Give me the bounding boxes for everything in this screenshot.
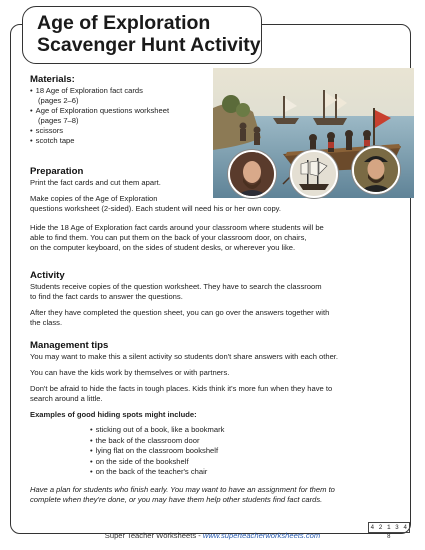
preparation-text: Print the fact cards and cut them apart. — [30, 178, 161, 187]
activity-text: the class. — [30, 318, 63, 327]
activity-section — [30, 270, 400, 328]
footer-brand: Super Teacher Worksheets - — [104, 531, 203, 540]
material-item-pages: (pages 2–6) — [38, 96, 79, 105]
activity-text: to find the fact cards to answer the questions. — [30, 292, 183, 301]
activity-text: After they have completed the question sheet, you can go over the answers together with — [30, 308, 330, 317]
examples-heading: Examples of good hiding spots might include: — [30, 410, 197, 419]
page-title-line-1: Age of Exploration — [37, 12, 211, 34]
materials-heading: Materials: — [30, 74, 75, 85]
management-text: You may want to make this a silent activity so students don't share answers with each other. — [30, 352, 339, 361]
list-item: • sticking out of a book, like a bookmark — [90, 425, 402, 436]
list-item: • lying flat on the classroom bookshelf — [90, 446, 402, 457]
material-item: • scissors — [30, 126, 169, 136]
material-item: • 18 Age of Exploration fact cards — [30, 86, 169, 96]
activity-text: Students receive copies of the question worksheet. They have to search the classroom — [30, 282, 322, 291]
page-title-line-2: Scavenger Hunt Activity — [37, 34, 261, 56]
management-text: You can have the kids work by themselves or with partners. — [30, 368, 230, 377]
management-section — [30, 340, 402, 505]
management-heading: Management tips — [30, 340, 109, 351]
list-item: • on the side of the bookshelf — [90, 457, 402, 468]
preparation-text: able to find them. You can put them on the back of your classroom door, on chairs, — [30, 233, 307, 242]
preparation-text: Hide the 18 Age of Exploration fact cards around your classroom where students will be — [30, 223, 324, 232]
preparation-text: on the computer keyboard, on the sides of student desks, or wherever you like. — [30, 243, 296, 252]
material-item: • scotch tape — [30, 136, 169, 146]
preparation-section — [30, 166, 400, 253]
footer — [0, 531, 425, 540]
list-item: • on the back of the teacher's chair — [90, 467, 402, 478]
management-text: search around a little. — [30, 394, 103, 403]
hiding-spots-list — [30, 425, 402, 478]
management-text: Don't be afraid to hide the facts in tough places. Kids think it's more fun when they have to — [30, 384, 333, 393]
footer-site-link[interactable]: www.superteacherworksheets.com — [202, 531, 321, 540]
preparation-text: questions worksheet (2-sided). Each student will need his or her own copy. — [30, 204, 282, 213]
materials-section — [30, 74, 169, 146]
closing-note: complete when they're done, or you may have them help other students find fact cards. — [30, 494, 323, 504]
closing-note: Have a plan for students who finish early. You may want to have an assignment for them to — [30, 484, 335, 494]
preparation-text: Make copies of the Age of Exploration — [30, 194, 158, 203]
worksheet-code: 4 2 1 3 4 8 — [368, 522, 410, 533]
preparation-heading: Preparation — [30, 166, 84, 177]
list-item: • the back of the classroom door — [90, 436, 402, 447]
material-item-pages: (pages 7–8) — [38, 116, 79, 125]
material-item: • Age of Exploration questions worksheet — [30, 106, 169, 116]
activity-heading: Activity — [30, 270, 65, 281]
title-box — [22, 6, 262, 64]
